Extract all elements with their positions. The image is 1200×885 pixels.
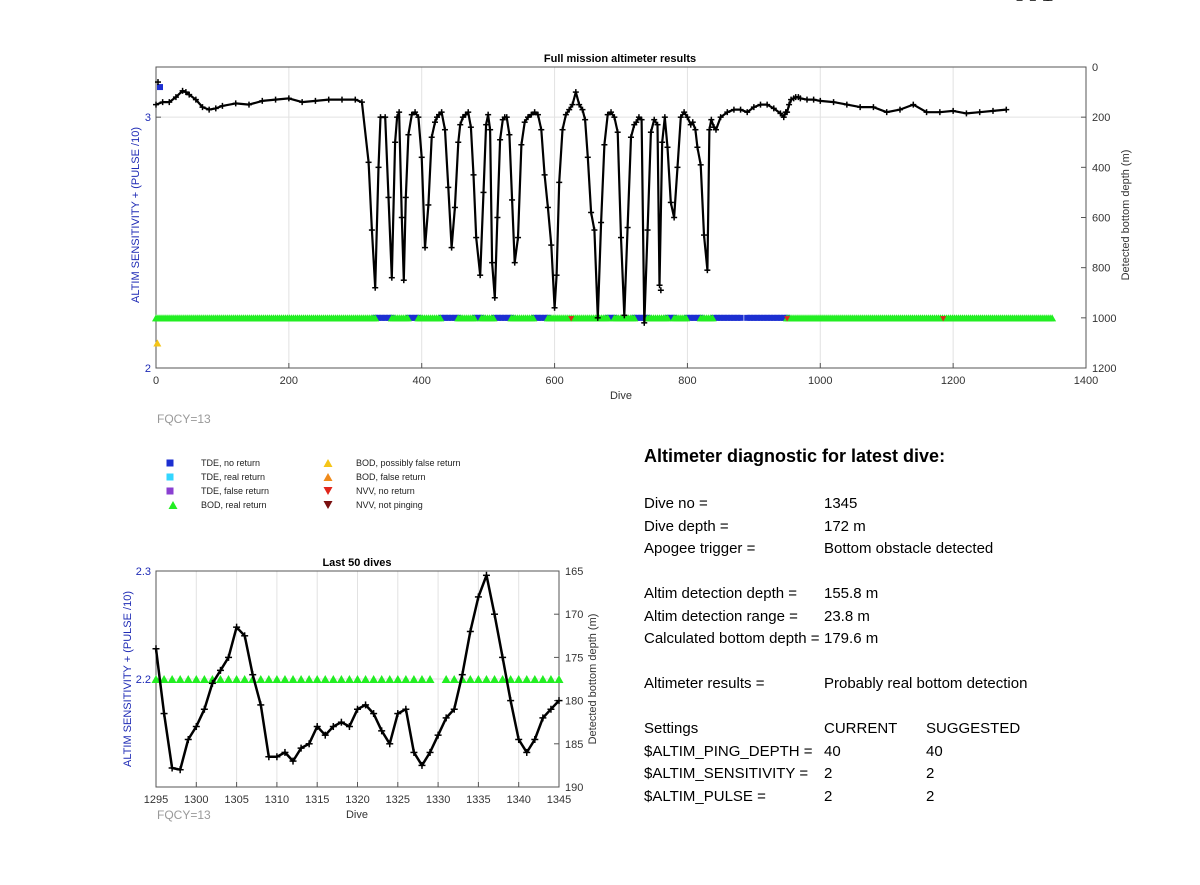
top-depth-point: [489, 260, 495, 266]
bottom-right-tick-label: 180: [565, 695, 584, 708]
dive-depth-row: [644, 516, 1164, 539]
top-depth-point: [449, 245, 455, 251]
top-depth-point: [518, 142, 524, 148]
top-depth-point: [455, 139, 461, 145]
top-depth-point: [615, 129, 621, 135]
legend-swatch: [324, 501, 333, 509]
top-depth-point: [704, 267, 710, 273]
dive-no-value: 1345: [824, 495, 858, 512]
bottom-x-tick-label: 1310: [264, 794, 290, 806]
diagnostic-title: Altimeter diagnostic for latest dive:: [644, 446, 946, 466]
bottom-left-tick-label: 2.2: [135, 674, 151, 686]
legend-item: [324, 500, 423, 510]
top-depth-point: [497, 137, 503, 143]
top-depth-point: [299, 99, 305, 105]
top-depth-point: [1003, 107, 1009, 113]
results-label: Altimeter results =: [644, 675, 765, 692]
top-depth-point: [831, 99, 837, 105]
tde-no-return-marker: [738, 315, 744, 321]
legend-item: [169, 500, 267, 510]
top-x-tick-label: 1200: [940, 375, 966, 387]
top-depth-point: [618, 235, 624, 241]
top-depth-point: [758, 102, 764, 108]
bottom-x-tick-label: 1305: [224, 794, 249, 806]
top-chart-markers: [152, 84, 1056, 346]
top-depth-point: [509, 197, 515, 203]
top-right-tick-label: 400: [1092, 162, 1111, 175]
top-chart: [130, 0, 1132, 426]
top-depth-point: [542, 172, 548, 178]
legend-swatch: [324, 459, 333, 467]
bottom-x-tick-label: 1300: [184, 794, 209, 806]
bottom-chart-right-ylabel: Detected bottom depth (m): [587, 613, 599, 745]
top-depth-point: [648, 129, 654, 135]
top-depth-point: [701, 232, 707, 238]
bottom-x-tick-label: 1330: [425, 794, 451, 806]
bottom-right-tick-label: 170: [565, 609, 584, 622]
settings-header-row: [644, 718, 1164, 741]
legend: [167, 458, 461, 510]
pulse-current: 2: [824, 787, 833, 805]
bottom-depth-point: [467, 628, 474, 635]
pulse-label: $ALTIM_PULSE =: [644, 787, 766, 805]
legend-item: [167, 486, 270, 496]
legend-label: NVV, no return: [356, 486, 415, 496]
det-depth-value: 155.8 m: [824, 585, 879, 602]
legend-item: [324, 458, 461, 468]
legend-label: TDE, no return: [201, 458, 261, 468]
top-depth-point: [591, 227, 597, 233]
bottom-x-tick-label: 1295: [143, 794, 169, 806]
apogee-value: Bottom obstacle detected: [824, 540, 994, 557]
top-chart-right-ylabel: Detected bottom depth (m): [1120, 149, 1132, 281]
top-depth-point: [601, 142, 607, 148]
top-depth-point: [376, 164, 382, 170]
det-range-value: 23.8 m: [824, 607, 870, 625]
top-x-tick-label: 0: [152, 375, 160, 387]
top-depth-point: [658, 287, 664, 293]
bottom-x-tick-label: 1345: [546, 794, 572, 806]
legend-label: TDE, false return: [201, 486, 270, 496]
top-chart-left-ylabel: ALTIM SENSITIVITY + (PULSE /10): [130, 127, 142, 303]
bottom-depth-point: [483, 572, 490, 579]
top-depth-point: [405, 132, 411, 138]
det-range-row: [644, 606, 1164, 629]
bottom-x-tick-label: 1335: [466, 794, 491, 806]
top-depth-point: [963, 110, 969, 116]
bottom-depth-point: [257, 701, 264, 708]
top-depth-point: [545, 204, 551, 210]
top-depth-point: [312, 98, 318, 104]
top-depth-point: [457, 122, 463, 128]
top-depth-point: [804, 97, 810, 103]
top-x-tick-label: 1400: [1073, 375, 1099, 387]
top-depth-point: [625, 225, 631, 231]
top-depth-point: [206, 107, 212, 113]
diagnostic-panel: [644, 446, 1164, 808]
top-depth-point: [372, 285, 378, 291]
top-depth-point: [950, 108, 956, 114]
apogee-label: Apogee trigger =: [644, 540, 756, 557]
ping-depth-current: 40: [824, 742, 841, 760]
top-x-tick-label: 1000: [808, 375, 833, 387]
calc-depth-label: Calculated bottom depth =: [644, 630, 820, 647]
bod-possibly-false-marker: [153, 339, 161, 346]
suggested-header: SUGGESTED: [926, 720, 1021, 737]
top-depth-point: [811, 97, 817, 103]
bottom-chart-left-ylabel: ALTIM SENSITIVITY + (PULSE /10): [122, 591, 134, 767]
top-depth-point: [389, 275, 395, 281]
results-value: Probably real bottom detection: [824, 675, 1028, 692]
top-depth-point: [674, 164, 680, 170]
bottom-x-tick-label: 1320: [345, 794, 370, 806]
legend-swatch: [167, 488, 174, 495]
top-depth-point: [326, 97, 332, 103]
top-depth-point: [506, 132, 512, 138]
top-depth-point: [246, 102, 252, 108]
top-depth-point: [153, 102, 159, 108]
bottom-depth-point: [249, 671, 256, 678]
top-depth-point: [668, 199, 674, 205]
ping-depth-label: $ALTIM_PING_DEPTH =: [644, 742, 813, 760]
top-depth-point: [480, 189, 486, 195]
top-depth-point: [219, 103, 225, 109]
top-chart-title: Full mission altimeter results: [543, 53, 697, 65]
top-depth-point: [419, 154, 425, 160]
top-chart-x-ticks: [153, 363, 1098, 387]
bottom-depth-point: [161, 710, 168, 717]
top-depth-point: [259, 98, 265, 104]
det-range-label: Altim detection range =: [644, 607, 798, 625]
top-depth-point: [494, 215, 500, 221]
top-depth-point: [352, 97, 358, 103]
top-depth-point: [548, 242, 554, 248]
top-depth-point: [844, 102, 850, 108]
top-depth-point: [665, 144, 671, 150]
legend-label: BOD, false return: [356, 472, 426, 482]
top-fqcy-label: FQCY=13: [157, 412, 211, 426]
bottom-depth-point: [153, 645, 160, 652]
top-depth-point: [487, 127, 493, 133]
top-depth-point: [445, 184, 451, 190]
bottom-depth-point: [491, 611, 498, 618]
bottom-x-tick-label: 1315: [304, 794, 330, 806]
top-depth-point: [392, 139, 398, 145]
ping-depth-row: [644, 741, 1164, 764]
top-depth-point: [515, 235, 521, 241]
bottom-right-tick-label: 175: [565, 652, 584, 665]
calc-depth-row: [644, 628, 1164, 651]
sensitivity-current: 2: [824, 765, 833, 782]
top-right-tick-label: 1200: [1092, 363, 1117, 375]
top-right-tick-label: 200: [1092, 112, 1111, 125]
top-depth-point: [628, 134, 634, 140]
top-depth-point: [937, 109, 943, 115]
legend-item: [167, 458, 261, 468]
legend-label: TDE, real return: [201, 472, 266, 482]
bottom-right-tick-label: 185: [565, 738, 584, 751]
top-x-tick-label: 600: [545, 375, 564, 387]
top-depth-point: [738, 107, 744, 113]
top-depth-point: [698, 162, 704, 168]
legend-swatch: [167, 474, 174, 481]
top-depth-line: [156, 91, 1006, 323]
top-depth-point: [160, 99, 166, 105]
bottom-right-tick-label: 190: [565, 782, 584, 794]
top-depth-point: [386, 194, 392, 200]
top-depth-point: [359, 99, 365, 105]
top-depth-point: [422, 245, 428, 251]
bottom-chart-x-ticks: [144, 782, 571, 806]
dive-depth-label: Dive depth =: [644, 517, 729, 535]
top-depth-point: [694, 144, 700, 150]
top-depth-point: [588, 209, 594, 215]
top-depth-point: [468, 124, 474, 130]
top-depth-point: [471, 172, 477, 178]
legend-swatch: [169, 501, 178, 509]
top-depth-point: [560, 127, 566, 133]
bottom-depth-point: [499, 654, 506, 661]
top-depth-point: [403, 194, 409, 200]
top-depth-point: [585, 154, 591, 160]
top-left-tick-label: 2: [144, 363, 151, 375]
legend-label: BOD, real return: [201, 500, 267, 510]
top-depth-point: [662, 114, 668, 120]
apogee-row: [644, 538, 1164, 561]
dive-depth-value: 172 m: [824, 517, 866, 535]
top-chart-left-ticks: [145, 112, 161, 375]
results-row: [644, 673, 1164, 696]
bottom-chart-title: Last 50 dives: [322, 557, 392, 569]
top-depth-point: [213, 105, 219, 111]
bottom-depth-point: [177, 766, 184, 773]
top-right-tick-label: 800: [1092, 262, 1111, 275]
top-depth-point: [473, 235, 479, 241]
top-depth-point: [817, 98, 823, 104]
sensitivity-suggested: 2: [926, 765, 935, 782]
top-depth-point: [399, 215, 405, 221]
top-right-tick-label: 1000: [1092, 312, 1117, 325]
top-depth-point: [645, 227, 651, 233]
dive-no-row: [644, 493, 1164, 516]
top-x-tick-label: 800: [678, 375, 697, 387]
bottom-depth-point: [459, 671, 466, 678]
ping-depth-suggested: 40: [926, 742, 943, 760]
top-depth-point: [233, 100, 239, 106]
legend-label: NVV, not pinging: [356, 500, 423, 510]
top-depth-point: [538, 127, 544, 133]
legend-swatch: [167, 460, 174, 467]
top-depth-point: [366, 159, 372, 165]
pulse-suggested: 2: [926, 787, 935, 805]
top-depth-point: [401, 277, 407, 283]
top-depth-point: [884, 109, 890, 115]
bottom-x-tick-label: 1340: [506, 794, 531, 806]
top-depth-point: [897, 107, 903, 113]
top-x-tick-label: 400: [412, 375, 431, 387]
top-depth-point: [429, 134, 435, 140]
top-chart-depth-series: [153, 0, 1052, 326]
top-depth-point: [512, 260, 518, 266]
legend-item: [324, 472, 426, 482]
top-depth-point: [731, 107, 737, 113]
bottom-depth-point: [475, 593, 482, 600]
top-depth-point: [659, 139, 665, 145]
legend-item: [167, 472, 266, 482]
top-depth-point: [369, 227, 375, 233]
bottom-depth-point: [169, 764, 176, 771]
top-depth-point: [990, 108, 996, 114]
det-depth-label: Altim detection depth =: [644, 585, 798, 602]
top-depth-point: [492, 295, 498, 301]
top-depth-point: [556, 179, 562, 185]
top-depth-point: [442, 127, 448, 133]
sensitivity-row: [644, 763, 1164, 786]
top-chart-xlabel: Dive: [609, 390, 633, 402]
sensitivity-label: $ALTIM_SENSITIVITY =: [644, 765, 809, 782]
top-depth-point: [286, 95, 292, 101]
top-depth-point: [598, 220, 604, 226]
top-right-tick-label: 600: [1092, 212, 1111, 225]
top-depth-point: [425, 202, 431, 208]
top-left-tick-label: 3: [144, 112, 151, 125]
pulse-row: [644, 786, 1164, 809]
top-depth-point: [339, 97, 345, 103]
top-depth-point: [977, 109, 983, 115]
bottom-left-tick-label: 2.3: [135, 566, 151, 578]
legend-label: BOD, possibly false return: [356, 458, 461, 468]
bottom-fqcy-label: FQCY=13: [157, 808, 211, 822]
det-depth-row: [644, 583, 1164, 606]
bottom-depth-point: [265, 753, 272, 760]
top-depth-point: [671, 215, 677, 221]
top-depth-point: [382, 114, 388, 120]
top-depth-point: [870, 104, 876, 110]
top-depth-point: [273, 97, 279, 103]
bottom-chart: [122, 557, 599, 822]
dive-no-label: Dive no =: [644, 495, 708, 512]
bottom-right-tick-label: 165: [565, 566, 584, 578]
bottom-depth-point: [507, 697, 514, 704]
top-depth-point: [452, 204, 458, 210]
legend-item: [324, 486, 415, 496]
top-x-tick-label: 200: [279, 375, 299, 387]
top-depth-point: [552, 305, 558, 311]
top-depth-point: [477, 272, 483, 278]
bottom-chart-xlabel: Dive: [345, 809, 369, 821]
legend-swatch: [324, 487, 333, 495]
current-header: CURRENT: [824, 720, 898, 737]
top-depth-point: [857, 104, 863, 110]
calc-depth-value: 179.6 m: [824, 630, 879, 647]
top-depth-point: [692, 127, 698, 133]
top-right-tick-label: 0: [1092, 62, 1099, 74]
top-depth-point: [657, 282, 663, 288]
settings-label: Settings: [644, 720, 699, 737]
bottom-x-tick-label: 1325: [385, 794, 411, 806]
top-depth-point: [573, 89, 579, 95]
legend-swatch: [324, 473, 333, 481]
